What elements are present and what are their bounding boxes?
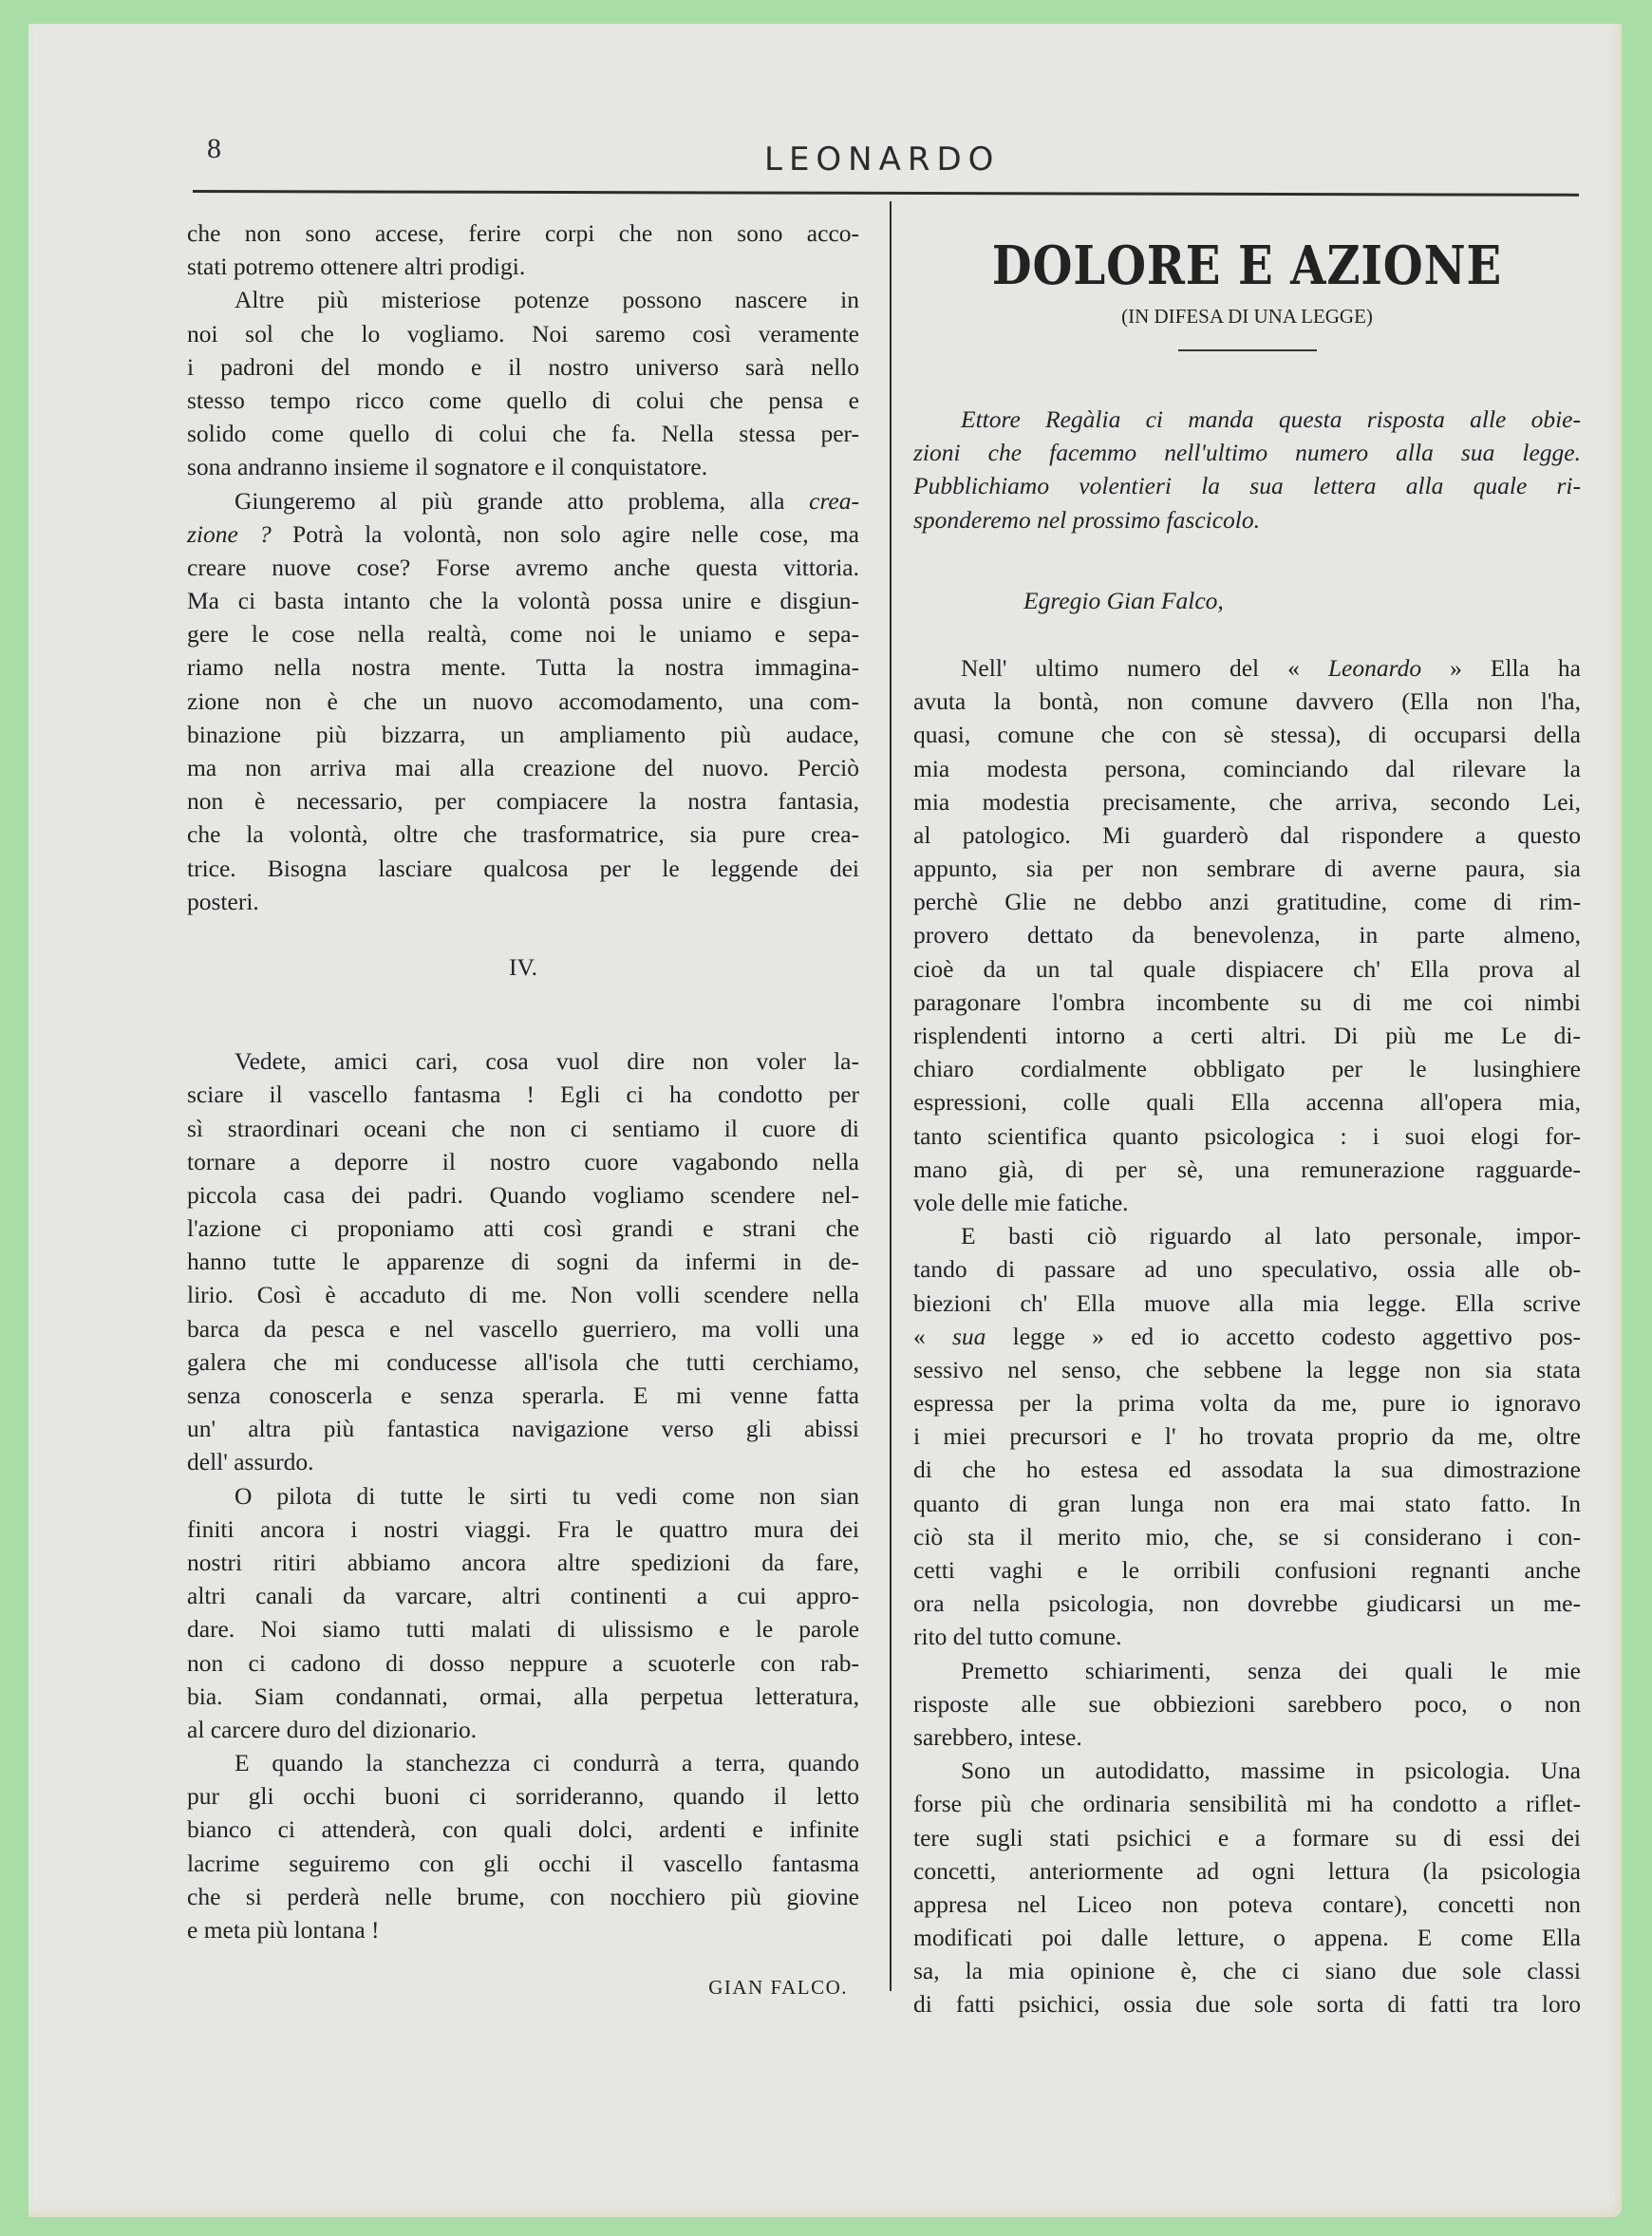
- text-line: tere sugli stati psichici e a formare su di essi dei: [913, 1823, 1581, 1851]
- text-line: sarebbero, intese.: [913, 1722, 1082, 1751]
- text-line: dell' assurdo.: [187, 1448, 314, 1476]
- text-line: nostri ritiri abbiamo ancora altre spedizioni da fare,: [187, 1548, 859, 1576]
- paragraph-body: [913, 1353, 1581, 1654]
- text-run: «: [913, 1322, 952, 1350]
- text-line: ora nella psicologia, non dovrebbe giudicarsi un me-: [913, 1589, 1581, 1618]
- left-column: [187, 216, 859, 2004]
- text-line: [187, 517, 859, 551]
- article-title: DOLORE E AZIONE: [991, 235, 1503, 297]
- paragraph: [913, 1654, 1581, 1755]
- text-line: gere le cose nella realtà, come noi le uniamo e sepa-: [187, 620, 859, 648]
- text-line: lacrime seguiremo con gli occhi il vascello fantasma: [187, 1849, 859, 1877]
- text-line: sciare il vascello fantasma ! Egli ci ha condotto per: [187, 1080, 859, 1109]
- text-line: galera che mi conducesse all'isola che tutti cerchiamo,: [187, 1347, 859, 1376]
- text-line: che non sono accese, ferire corpi che non sono acco-: [187, 219, 859, 247]
- text-line: finiti ancora i nostri viaggi. Fra le quattro mura dei: [187, 1514, 859, 1543]
- text-line: riamo nella nostra mente. Tutta la nostra immagina-: [187, 653, 859, 682]
- text-line: un' altra più fantastica navigazione verso gli abissi: [187, 1415, 859, 1443]
- text-line: altri canali da varcare, altri continenti a cui appro-: [187, 1582, 859, 1610]
- paragraph: [913, 1754, 1581, 2021]
- text-line: e meta più lontana !: [187, 1916, 380, 1944]
- text-line: sì straordinari oceani che non ci sentiamo il cuore di: [187, 1114, 859, 1142]
- italic-run: zione ?: [187, 519, 272, 548]
- text-line: zione non è che un nuovo accomodamento, una com-: [187, 686, 859, 715]
- author-signature: GIAN FALCO.: [708, 1976, 848, 2000]
- text-line: bianco ci attenderà, con quali dolci, ardenti e infinite: [187, 1815, 859, 1844]
- text-line: appunto, sia per non sembrare di averne paura, sia: [913, 855, 1581, 883]
- paragraph: [913, 651, 1581, 1219]
- text-line: di che ho estesa ed assodata la sua dimostrazione: [913, 1456, 1581, 1484]
- paragraph: [913, 1219, 1581, 1653]
- text-line: bia. Siam condannati, ormai, alla perpetua letteratura,: [187, 1682, 859, 1710]
- text-line: cioè da un tal quale dispiacere ch' Ella prova al: [913, 954, 1581, 983]
- text-line: quanto di gran lunga non era mai stato fatto. In: [913, 1489, 1581, 1517]
- section-number: IV.: [509, 952, 537, 981]
- text-line: hanno tutte le apparenze di sogni da infermi in de-: [187, 1248, 859, 1276]
- paragraph: [187, 1044, 859, 1478]
- text-line: senza conoscerla e senza sperarla. E mi venne fatta: [187, 1381, 859, 1409]
- italic-run: sua: [951, 1322, 986, 1350]
- text-line: pur gli occhi buoni ci sorrideranno, quando il letto: [187, 1782, 859, 1811]
- text-line: mano già, di per sè, una remunerazione ragguarde-: [913, 1155, 1581, 1183]
- text-line: [913, 651, 1581, 685]
- text-line: Ettore Regàlia ci manda questa risposta alle obie-: [961, 405, 1581, 433]
- text-line: sessivo nel senso, che sebbene la legge non sia stata: [913, 1355, 1581, 1383]
- text-run: Nell' ultimo numero del «: [961, 653, 1328, 682]
- title-rule: [1178, 349, 1317, 351]
- page-number: 8: [207, 133, 221, 164]
- italic-run: Leonardo: [1327, 653, 1422, 682]
- text-line: cetti vaghi e le orribili confusioni regnanti anche: [913, 1556, 1581, 1584]
- paragraph: [187, 1746, 859, 1946]
- text-line: al patologico. Mi guarderò dal rispondere a questo: [913, 820, 1581, 849]
- text-line: non ci cadono di dosso neppure a scuoterle con rab-: [187, 1648, 859, 1677]
- text-line: stesso tempo ricco come quello di colui che pensa e: [187, 385, 859, 414]
- text-line: provero dettato da benevolenza, in parte almeno,: [913, 921, 1581, 949]
- paragraph: [187, 484, 859, 918]
- paragraph-body: [913, 1252, 1581, 1319]
- text-run: Giungeremo al più grande atto problema, alla: [235, 486, 810, 515]
- text-line: Sono un autodidatto, massime in psicologia. Una: [961, 1757, 1581, 1785]
- text-line: espressioni, colle quali Ella accenna all'opera mia,: [913, 1088, 1581, 1117]
- text-line: dare. Noi siamo tutti malati di ulissismo e le parole: [187, 1615, 859, 1644]
- text-run: legge » ed io accetto codesto aggettivo pos-: [986, 1322, 1581, 1350]
- text-line: non è necessario, per compiacere la nostra fantasia,: [187, 787, 859, 816]
- text-line: mia modesta persona, cominciando dal rilevare la: [913, 754, 1581, 782]
- salutation: Egregio Gian Falco,: [1023, 586, 1224, 614]
- text-line: vole delle mie fatiche.: [913, 1188, 1129, 1216]
- text-line: perchè Glie ne debbo anzi gratitudine, come di rim-: [913, 888, 1581, 916]
- text-line: E basti ciò riguardo al lato personale, impor-: [961, 1222, 1581, 1250]
- text-line: Pubblichiamo volentieri la sua lettera alla quale ri-: [913, 472, 1581, 500]
- paragraph: [187, 216, 859, 283]
- text-line: solido come quello di colui che fa. Nella stessa per-: [187, 420, 859, 448]
- paragraph-body: [187, 551, 859, 918]
- text-line: paragonare l'ombra incombente su di me coi nimbi: [913, 987, 1581, 1016]
- text-line: noi sol che lo vogliamo. Noi saremo così veramente: [187, 319, 859, 348]
- text-line: modificati poi dalle letture, o appena. E come Ella: [913, 1924, 1581, 1952]
- text-line: binazione più bizzarra, un ampliamento più audace,: [187, 720, 859, 748]
- text-line: zioni che facemmo nell'ultimo numero alla sua legge.: [913, 439, 1581, 467]
- text-line: concetti, anteriormente ad ogni lettura (la psicologia: [913, 1856, 1581, 1885]
- column-divider: [890, 201, 892, 1991]
- text-line: sona andranno insieme il sognatore e il conquistatore.: [187, 453, 708, 481]
- text-line: E quando la stanchezza ci condurrà a terra, quando: [235, 1749, 859, 1777]
- text-line: stati potremo ottenere altri prodigi.: [187, 253, 526, 281]
- text-line: rito del tutto comune.: [913, 1623, 1122, 1651]
- text-line: che la volontà, oltre che trasformatrice, sia pure crea-: [187, 820, 859, 849]
- text-line: forse più che ordinaria sensibilità mi ha condotto a riflet-: [913, 1790, 1581, 1818]
- text-line: risposte alle sue obbiezioni sarebbero poco, o non: [913, 1689, 1581, 1718]
- text-line: Ma ci basta intanto che la volontà possa unire e disgiun-: [187, 587, 859, 615]
- text-line: trice. Bisogna lasciare qualcosa per le leggende dei: [187, 854, 859, 882]
- text-line: i miei precursori e l' ho trovata proprio da me, oltre: [913, 1422, 1581, 1451]
- text-line: al carcere duro del dizionario.: [187, 1715, 478, 1743]
- text-line: ma non arriva mai alla creazione del nuovo. Perciò: [187, 754, 859, 781]
- text-line: Altre più misteriose potenze possono nascere in: [235, 286, 859, 314]
- text-line: ciò sta il merito mio, che, se si considerano i con-: [913, 1522, 1581, 1550]
- text-line: biezioni ch' Ella muove alla mia legge. Ella scrive: [913, 1288, 1581, 1317]
- text-line: quasi, comune che con sè stessa), di occuparsi della: [913, 721, 1581, 749]
- text-line: mia modestia precisamente, che arriva, secondo Lei,: [913, 787, 1581, 816]
- text-line: appresa nel Liceo non poteva contare), concetti non: [913, 1889, 1581, 1918]
- text-line: tornare a deporre il nostro cuore vagabondo nella: [187, 1147, 859, 1175]
- text-line: espressa per la prima volta da me, pure io ignoravo: [913, 1389, 1581, 1418]
- paragraph: [187, 1479, 859, 1747]
- running-title: LEONARDO: [764, 141, 1001, 179]
- text-line: chiaro cordialmente obbligato per le lusinghiere: [913, 1055, 1581, 1083]
- text-run: Potrà la volontà, non solo agire nelle cose, ma: [271, 519, 859, 548]
- italic-run: crea-: [809, 486, 859, 515]
- text-line: di fatti psichici, ossia due sole sorta di fatti tra loro: [913, 1990, 1581, 2019]
- text-line: barca da pesca e nel vascello guerriero, ma volli una: [187, 1314, 859, 1343]
- text-line: piccola casa dei padri. Quando vogliamo scendere nel-: [187, 1180, 859, 1209]
- text-line: l'azione ci proponiamo atti così grandi e strani che: [187, 1214, 859, 1243]
- text-line: creare nuove cose? Forse avremo anche questa vittoria.: [187, 553, 859, 581]
- text-line: risplendenti intorno a certi altri. Di più me Le di-: [913, 1022, 1581, 1049]
- text-line: Vedete, amici cari, cosa vuol dire non voler la-: [235, 1047, 859, 1076]
- text-line: i padroni del mondo e il nostro universo sarà nello: [187, 352, 859, 381]
- text-line: sponderemo nel prossimo fascicolo.: [913, 505, 1260, 534]
- text-line: sa, la mia opinione è, che ci siano due sole classi: [913, 1957, 1581, 1985]
- article-subtitle: (IN DIFESA DI UNA LEGGE): [1121, 305, 1373, 328]
- editorial-intro: [913, 403, 1581, 536]
- text-line: Premetto schiarimenti, senza dei quali le mie: [961, 1656, 1581, 1684]
- text-line: [913, 1320, 1581, 1353]
- right-column: [913, 237, 1581, 2021]
- text-line: [187, 484, 859, 517]
- paragraph-body: [913, 685, 1581, 1219]
- text-line: avuta la bontà, non comune davvero (Ella non l'ha,: [913, 687, 1581, 716]
- paragraph: [187, 283, 859, 483]
- text-line: tando di passare ad uno speculativo, ossia alle ob-: [913, 1255, 1581, 1284]
- text-run: » Ella ha: [1421, 653, 1581, 682]
- text-line: tanto scientifica quanto psicologica : i suoi elogi for-: [913, 1121, 1581, 1150]
- text-line: che si perderà nelle brume, con nocchiero più giovine: [187, 1882, 859, 1910]
- text-line: lirio. Così è accaduto di me. Non volli scendere nella: [187, 1281, 859, 1309]
- text-line: posteri.: [187, 887, 259, 915]
- text-line: O pilota di tutte le sirti tu vedi come non sian: [235, 1481, 859, 1510]
